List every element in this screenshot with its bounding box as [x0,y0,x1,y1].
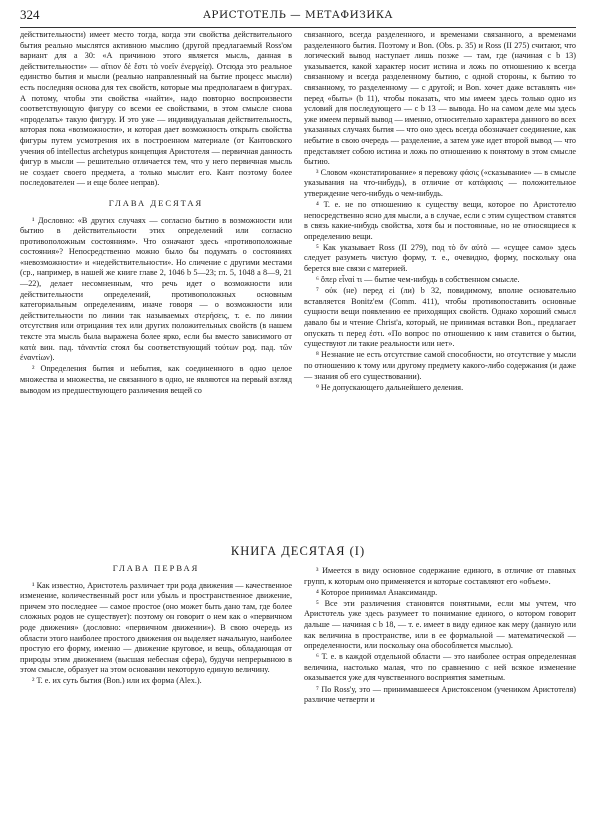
paragraph: связанного, всегда разделенного, и временами связанного, а временами разделенного бытия. Поэтому и Bon. (Obs. p. 35) и Ross (II 275) считают, что логический вывод наступает лишь позже — там, где (начиная с b 13) указывается, какой характер носит истина и ложь по отношению к всегда связанному и всегда разделенному бытию, с одной стороны, к бытию то связанному, то разделенному — с другой; и Bon. хочет даже вставлять «и» перед «быть» (b 11), чтобы показать, что мы имеем здесь только одно из условий для последующего — с b 13 — вывода. Но на самом деле мы здесь уже имеем первый вывод — именно, относительно характера данного во всех указанных случаях бытия — что оно здесь всегда обозначает соединение, как небытие в свою очередь — разделение, а затем уже идет второй вывод — что представляет собою истина и ложь по отношению к понятому в этом смысле бытию. [304,30,576,167]
right-column-bottom [304,566,576,706]
footnote-9: ⁹ Не допускающего дальнейшего деления. [316,382,464,392]
footnote-4: ⁴ Т. е. не по отношению к существу вещи, которое по Аристотелю непосредственно ясно для мысли, а в случае, если с этим существом ставятся в связь какие-нибудь свойства, хотя бы и постоянные, но не относящиеся к определению вещи. [304,200,576,241]
footnote-5: ⁵ Как указывает Ross (II 279), под τὸ ὅν αὐτὸ — «сущее само» здесь следует разуметь чистую форму, т. е., очевидно, форму, поскольку она берется вне связи с материей. [304,242,576,274]
footnote-3: ³ Словом «констатирование» я перевожу φάσις («сказывание» — в смысле указывания на что-нибудь), в отличие от κατάφασις — положительное утверждение чего-нибудь о чем-нибудь. [304,167,576,198]
footnote-1: ¹ Как известно, Аристотель различает три рода движения — качественное изменение, количественный рост или убыль и пространственное движение, причем это последнее — самое простое (оно может быть дано там, где более сложных родов не существует): поэтому он говорит о нем как о «первичном роде движения» (дословно: «первичном движении»). В свою очередь из области этого наиболее простого движения он выделяет начальную, наиболее простую его форму, именно — движение круговое, и вещь, обладающая от природы этим движением (высшая небесная сфера), будучи непрерывною в этом смысле, образует на этом основании некоторую единую величину. [20,580,292,675]
footnote-4: ⁴ Которое принимал Анаксимандр. [316,587,438,597]
page-number: 324 [20,7,40,22]
book-title: КНИГА ДЕСЯТАЯ (I) [230,544,366,558]
footnote-2: ² Определения бытия и небытия, как соединенного в одно целое множества и множества, не связанного в одно, не являются на первый взгляд выводом из предшествующего различения вещей со [20,364,292,395]
right-column-top [304,30,576,394]
footnote-8: ⁸ Незнание не есть отсутствие самой способности, но отсутствие у мысли по отношению к тому или другому предмету какого-либо содержания (и даже — знания об его существовании). [304,350,576,381]
header-rule [20,27,576,28]
running-title: АРИСТОТЕЛЬ — МЕТАФИЗИКА [202,9,394,21]
footnote-7: ⁷ οὐκ (не) перед εἰ (ли) b 32, повидимому, вполне основательно вставляется Bonitz'ем (Comm. 411), чтобы противопоставить основные сущности вещи появлению ее приходящих свойств. Однако хороший смысл давало бы и чтение Christ'а, который, не принимая вставки Bon., предлагает опускать τι перед ἐστι. «По вопрос по отношению к ним ставится о бытии, существуют ли такие реальности или нет». [304,286,576,349]
chapter-heading-one: ГЛАВА ПЕРВАЯ [112,563,200,573]
footnote-6: ⁶ ὅπερ εἶναί τι — бытие чем-нибудь в собственном смысле. [316,275,520,285]
footnote-1: ¹ Дословно: «В других случаях — согласно бытию в возможности или бытию в действительности этих определений или согласно противоположным состояниям». Что означают здесь «противоположные состояния»? Непосредственно можно было бы подумать о состояниях «невозможности» и «недействительности». Но сличение с другими местами (ср., например, в нашей же книге главе 2, 1046 b 5—23; гл. 5, 1048 a 8—9, 21—22), делает несомненным, что речь идет о возможности или действительности определений, противоположных основным категориальным определениям, иначе говоря — о возможности или действительности по линии так называемых στερήσεις, т. е. по линии отсутствия или отрицания тех или других положительных свойств (в нашем тексте эта мысль была выражена более ярко, если бы вместо зависимого от κατὰ вин. пад. τἀναντία стоял бы соответствующий τούτων род. пад. τῶν ἐναντίων). [20,215,292,363]
left-column-top [20,30,292,397]
footnote-7: ⁷ По Ross'у, это — принимавшееся Аристоксеном (учеником Аристотеля) различие четверти и [304,684,576,705]
paragraph: действительности) имеет место тогда, когда эти свойства действительного бытия реально мыслятся активною мыслию (другой предлагаемый Ross'ом вариант для a 30: «А причиною этого является мысль, данная в действительности» — αἴτιον δὲ ἔστι τὸ νοεῖν ἐνεργείᾳ). Отсюда это реальное единство бытия и мысли (реально направленный на бытие процесс мысли) есть последняя основа для тех свойств, которые мы предполагаем в фигурах. А потому, чтобы эти свойства «найти», надо повторно воспроизвести соответствующую фигуру со всеми ее свойствами, в этом смысле снова «проделать» такую фигуру. И это уже — индивидуальная действительность, которая пока «возможности», и которая дает возможность открыть свойства фигуры путем усмотрения их в построенном материале (от Кантовского учения об intellectus archetypus концепция Аристотеля — первичная данность фигур в мысли — решительно отличается тем, что у него первичная мысль не создает своего предмета, а только мыслит его. Кант поэтому более последователен — и еще более неправ). [20,30,292,188]
footnote-3: ³ Имеется в виду основное содержание единого, в отличие от главных групп, к которым оно применяется и которые составляют его «объем». [304,566,576,586]
footnote-2: ² Т. е. их суть бытия (Bon.) или их форма (Alex.). [32,676,202,686]
page-header [20,6,576,24]
footnote-6: ⁶ Т. е. в каждой отдельной области — это наиболее острая определенная величина, настолько малая, что по сравнению с ней всякое изменение оказывается уже для чувственного восприятия заметным. [304,652,576,683]
chapter-heading-ten: ГЛАВА ДЕСЯТАЯ [108,197,204,208]
left-column-bottom [20,563,292,688]
footnote-5: ⁵ Все эти различения становятся понятными, если мы учтем, что Аристотель уже здесь разумеет то понимание единого, о котором говорит дальше — начиная с b 18, — т. е. имеет в виду единое как меру (данную или как величина в пространстве, или в ее формальной — математической — определенности, или поскольку она обособляется мыслью). [304,598,576,651]
